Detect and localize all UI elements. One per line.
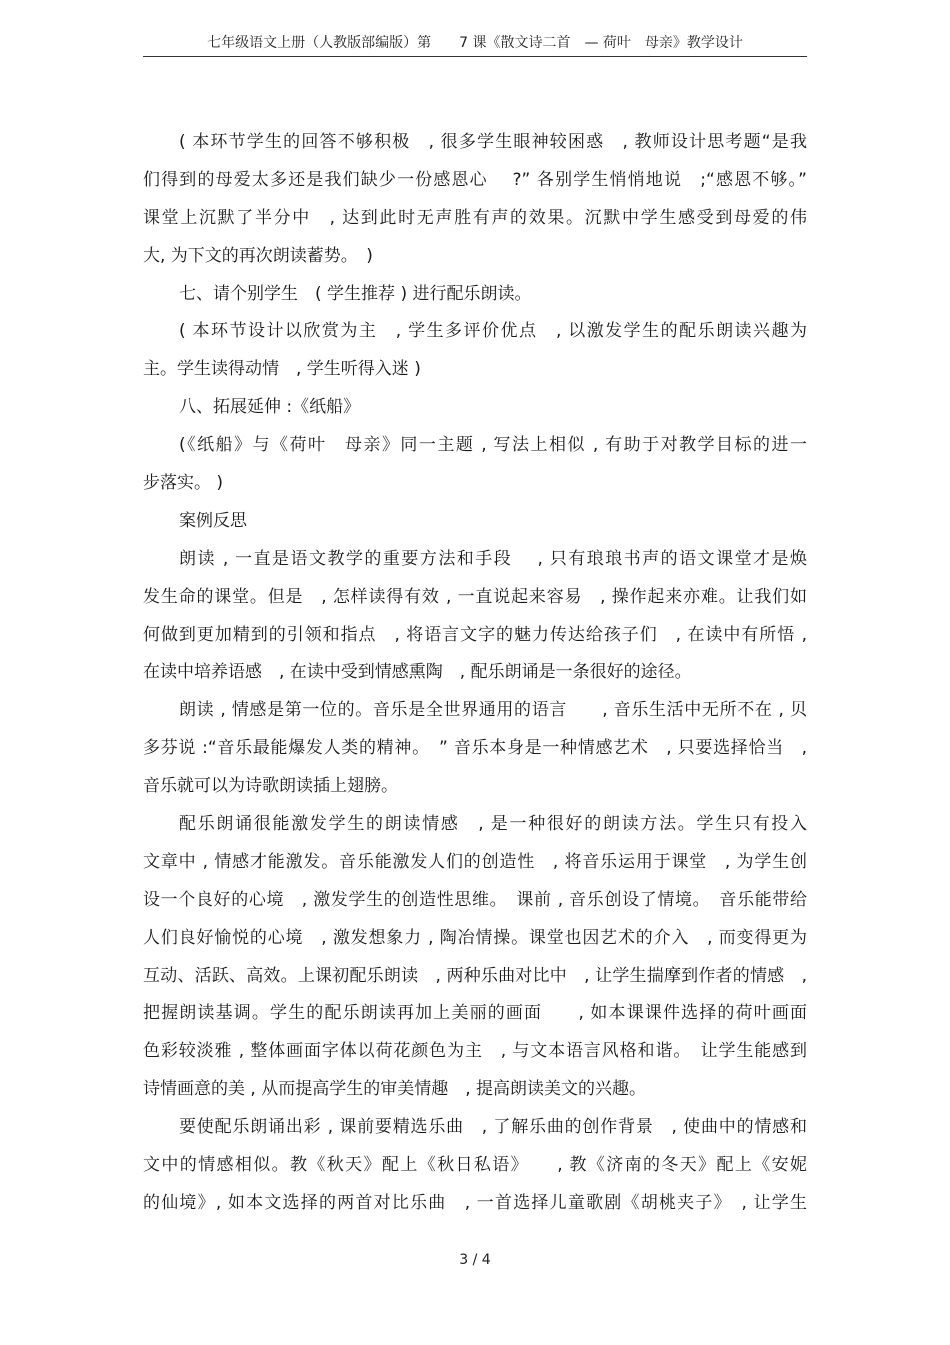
text-line: 主。学生读得动情 , 学生听得入迷 ) — [143, 359, 421, 380]
text-line: 多芬说 :“音乐最能爆发人类的精神。 ” 音乐本身是一种情感艺术 , 只要选择恰当 , — [143, 738, 807, 759]
text-line: 把握朗读基调。学生的配乐朗读再加上美丽的画面 , 如本课课件选择的荷叶画面 — [143, 1003, 807, 1024]
text-line: 步落实。 ) — [143, 473, 224, 494]
text-line: 色彩较淡雅 , 整体画面字体以荷花颜色为主 , 与文本语言风格和谐。 让学生能感到 — [143, 1041, 807, 1062]
text-line: 配乐朗诵很能激发学生的朗读情感 , 是一种很好的朗读方法。学生只有投入 — [179, 814, 807, 835]
text-line: 要使配乐朗诵出彩 , 课前要精选乐曲 , 了解乐曲的创作背景 , 使曲中的情感和 — [179, 1117, 807, 1138]
text-line: 人们良好愉悦的心境 , 激发想象力 , 陶冶情操。课堂也因艺术的介入 , 而变得更为 — [143, 927, 807, 948]
text-line: 课堂上沉默了半分中 , 达到此时无声胜有声的效果。沉默中学生感受到母爱的伟 — [143, 207, 807, 228]
text-line: 文章中 , 情感才能激发。音乐能激发人们的创造性 , 将音乐运用于课堂 , 为学生创 — [143, 851, 807, 872]
text-line: 案例反思 — [179, 510, 247, 531]
text-line: 设一个良好的心境 , 激发学生的创造性思维。 课前 , 音乐创设了情境。 音乐能带给 — [143, 889, 807, 910]
page-header — [143, 30, 807, 57]
text-line: 朗读 , 情感是第一位的。音乐是全世界通用的语言 , 音乐生活中无所不在 , 贝 — [179, 700, 807, 721]
text-line: 在读中培养语感 , 在读中受到情感熏陶 , 配乐朗诵是一条很好的途径。 — [143, 662, 692, 683]
text-line: 发生命的课堂。但是 , 怎样读得有效 , 一直说起来容易 , 操作起来亦难。让我们如 — [143, 586, 807, 607]
text-line: ( 本环节设计以欣赏为主 , 学生多评价优点 , 以激发学生的配乐朗读兴趣为 — [179, 321, 807, 342]
body-text — [143, 124, 807, 1223]
text-line: 音乐就可以为诗歌朗读插上翅膀。 — [143, 776, 398, 797]
text-line: 们得到的母爱太多还是我们缺少一份感恩心 ?” 各别学生悄悄地说 ;“感恩不够。” — [143, 169, 807, 190]
text-line: 文中的情感相似。教《秋天》配上《秋日私语》 , 教《济南的冬天》配上《安妮 — [143, 1155, 807, 1176]
text-line: 八、拓展延伸 :《纸船》 — [179, 397, 361, 418]
page-number: 3 / 4 — [459, 1252, 491, 1268]
header-title: 七年级语文上册（人教版部编版）第 7 课《散文诗二首 — 荷叶 母亲》教学设计 — [207, 35, 743, 51]
text-line: 大, 为下文的再次朗读蓄势。 ) — [143, 245, 373, 266]
text-line: 七、请个别学生 ( 学生推荐 ) 进行配乐朗读。 — [179, 283, 532, 304]
text-line: 朗读 , 一直是语文教学的重要方法和手段 , 只有琅琅书声的语文课堂才是焕 — [179, 548, 807, 569]
text-line: 诗情画意的美 , 从而提高学生的审美情趣 , 提高朗读美文的兴趣。 — [143, 1079, 647, 1100]
text-line: ( 本环节学生的回答不够积极 , 很多学生眼神较困惑 , 教师设计思考题“是我 — [179, 132, 807, 152]
text-line: 互动、活跃、高效。上课初配乐朗读 , 两种乐曲对比中 , 让学生揣摩到作者的情感 , — [143, 965, 807, 986]
text-line: (《纸船》与《荷叶 母亲》同一主题 , 写法上相似 , 有助于对教学目标的进一 — [179, 435, 807, 456]
text-line: 的仙境》, 如本文选择的两首对比乐曲 , 一首选择儿童歌剧《胡桃夹子》 , 让学生 — [143, 1192, 807, 1213]
page-footer — [0, 1252, 950, 1268]
text-line: 何做到更加精到的引领和指点 , 将语言文字的魅力传达给孩子们 , 在读中有所悟 , — [143, 624, 807, 645]
